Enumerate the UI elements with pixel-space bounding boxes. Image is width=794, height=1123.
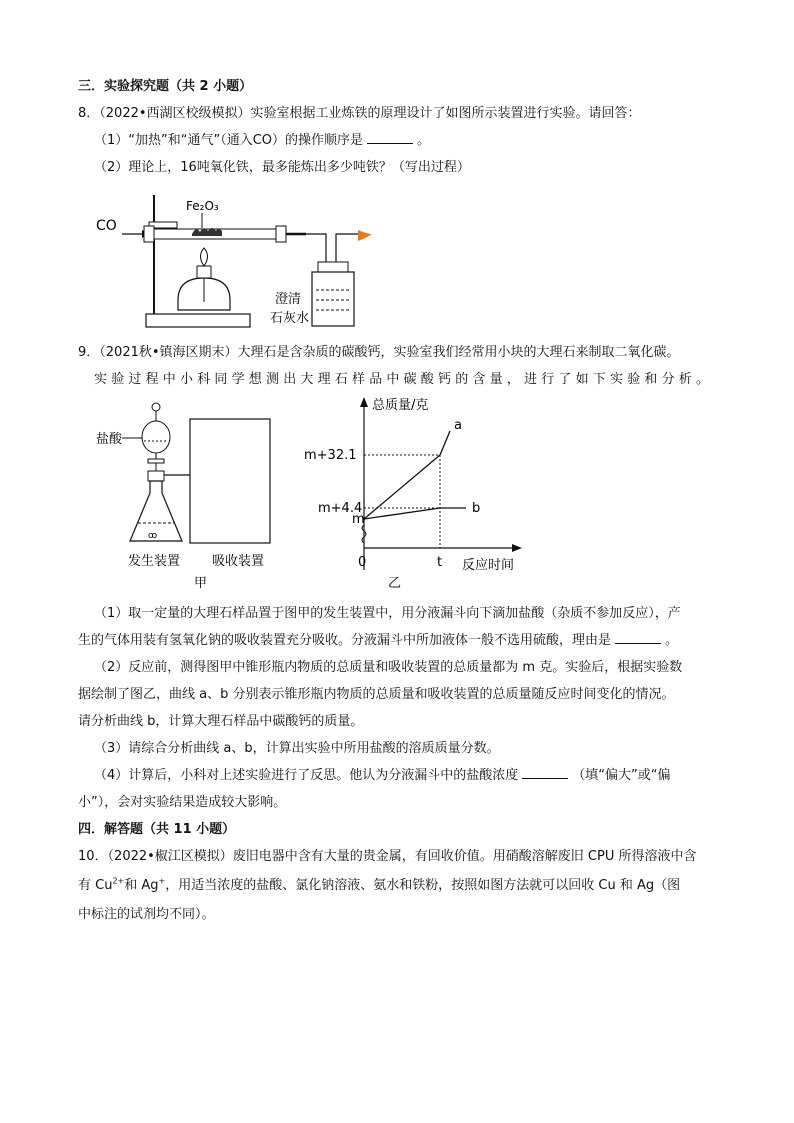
- flask-stopper: [148, 471, 164, 481]
- q9-part1-b-end: 。: [665, 633, 679, 648]
- q9-part2-a: （2）反应前，测得图甲中锥形瓶内物质的总质量和吸收装置的总质量都为 m 克。实验后，根据实验数: [94, 660, 683, 675]
- stand-base: [146, 314, 250, 327]
- figure-yi-chart: [300, 395, 530, 595]
- answer-blank[interactable]: [615, 631, 661, 644]
- fe2o3-label: Fe₂O₃: [186, 199, 219, 213]
- q9-stem-1: 9．（2021秋•镇海区期末）大理石是含杂质的碳酸钙，实验室我们经常用小块的大理石来制取二氧化碳。: [78, 345, 680, 360]
- figure-jia-caption: 甲: [194, 576, 208, 591]
- q9-part3: （3）请综合分析曲线 a、b，计算出实验中所用盐酸的溶质质量分数。: [94, 741, 500, 756]
- answer-blank[interactable]: [522, 766, 568, 779]
- iron-smelting-apparatus-figure: [94, 190, 394, 335]
- q9-part1-b-text: 生的气体用装有氢氧化钠的吸收装置充分吸收。分液漏斗中所加液体一般不选用硫酸，理由是: [78, 633, 612, 648]
- co-label: CO: [96, 218, 117, 234]
- y-axis-arrow: [360, 397, 368, 407]
- stopcock: [148, 459, 164, 463]
- marble-pieces: ꝏ: [148, 531, 158, 541]
- x-axis-arrow: [512, 544, 522, 552]
- q8-part1-text: （1）“加热”和“通气”（通入CO）的操作顺序是: [94, 133, 364, 148]
- lamp-flame-icon: [201, 248, 208, 266]
- y-tick-label: m: [352, 512, 365, 527]
- x-axis-label: 反应时间: [462, 558, 515, 573]
- q9-part4-b: 小”），会对实验结果造成较大影响。: [78, 795, 287, 810]
- q9-part1-a: （1）取一定量的大理石样品置于图甲的发生装置中，用分液漏斗向下滴加盐酸（杂质不参加反应），产: [94, 606, 681, 621]
- q10-stem-1: 10．（2022•椒江区模拟）废旧电器中含有大量的贵金属，有回收价值。用硝酸溶解废旧 CPU 所得溶液中含: [78, 849, 697, 864]
- q10-text-b: 和 Ag: [124, 878, 159, 893]
- q8-part1-end: 。: [417, 133, 431, 148]
- q9-part4-a: [94, 766, 671, 786]
- q9-part4-a-end: （填“偏大”或“偏: [572, 768, 671, 783]
- limewater-label-1: 澄清: [275, 292, 302, 307]
- q10-text-a: 有 Cu: [78, 878, 113, 893]
- figure-yi-caption: 乙: [388, 576, 402, 591]
- stopper-left: [144, 226, 154, 242]
- limewater-label-2: 石灰水: [270, 311, 310, 326]
- bottle: [312, 272, 354, 326]
- lamp-cap: [197, 266, 211, 278]
- q8-part2: （2）理论上，16吨氧化铁，最多能炼出多少吨铁？（写出过程）: [94, 160, 470, 175]
- absorption-device: [190, 419, 270, 543]
- series-line-a-tail: [440, 431, 450, 455]
- bottle-neck: [318, 262, 348, 272]
- q10-stem-2: [78, 876, 680, 896]
- q9-part2-b: 据绘制了图乙，曲线 a、b 分别表示锥形瓶内物质的总质量和吸收装置的总质量随反应时间变化的情况。: [78, 687, 675, 702]
- figure-jia: [94, 395, 294, 595]
- section-4-title: 四．解答题（共 11 小题）: [78, 822, 236, 837]
- q10-text-c: ，用适当浓度的盐酸、氯化钠溶液、氨水和铁粉，按照如图方法就可以回收 Cu 和 Ag（图: [165, 878, 681, 893]
- q10-stem-3: 中标注的试剂均不同）。: [78, 907, 215, 922]
- y-tick-label: m+32.1: [304, 448, 357, 463]
- q8-part1: [94, 131, 430, 151]
- q9-part4-a-text: （4）计算后，小科对上述实验进行了反思。他认为分液漏斗中的盐酸浓度: [94, 768, 519, 783]
- section-3-title: 三．实验探究题（共 2 小题）: [78, 79, 253, 94]
- funnel-top: [152, 403, 160, 411]
- x-tick-label: t: [437, 555, 443, 570]
- generator-label: 发生装置: [128, 554, 181, 569]
- q9-part2-c: 请分析曲线 b，计算大理石样品中碳酸钙的质量。: [78, 714, 364, 729]
- q8-stem: 8．（2022•西湖区校级模拟）实验室根据工业炼铁的原理设计了如图所示装置进行实验。请回答：: [78, 106, 641, 121]
- absorber-label: 吸收装置: [212, 554, 265, 569]
- y-axis-label: 总质量/克: [372, 398, 429, 413]
- acid-label: 盐酸: [96, 432, 123, 447]
- q9-part1-b: [78, 631, 678, 651]
- cu-charge: 2+: [112, 876, 125, 886]
- answer-blank[interactable]: [367, 131, 413, 144]
- series-label-b: b: [472, 501, 481, 516]
- q9-stem-2: 实验过程中小科同学想测出大理石样品中碳酸钙的含量，进行了如下实验和分析。: [94, 372, 714, 387]
- series-label-a: a: [454, 418, 462, 433]
- ag-charge: +: [158, 876, 166, 886]
- y-tick-label: m+4.4: [318, 501, 363, 516]
- flame-icon: [358, 230, 372, 241]
- stopper-right: [276, 226, 286, 242]
- separatory-funnel: [142, 421, 170, 453]
- origin-label: 0: [358, 555, 367, 570]
